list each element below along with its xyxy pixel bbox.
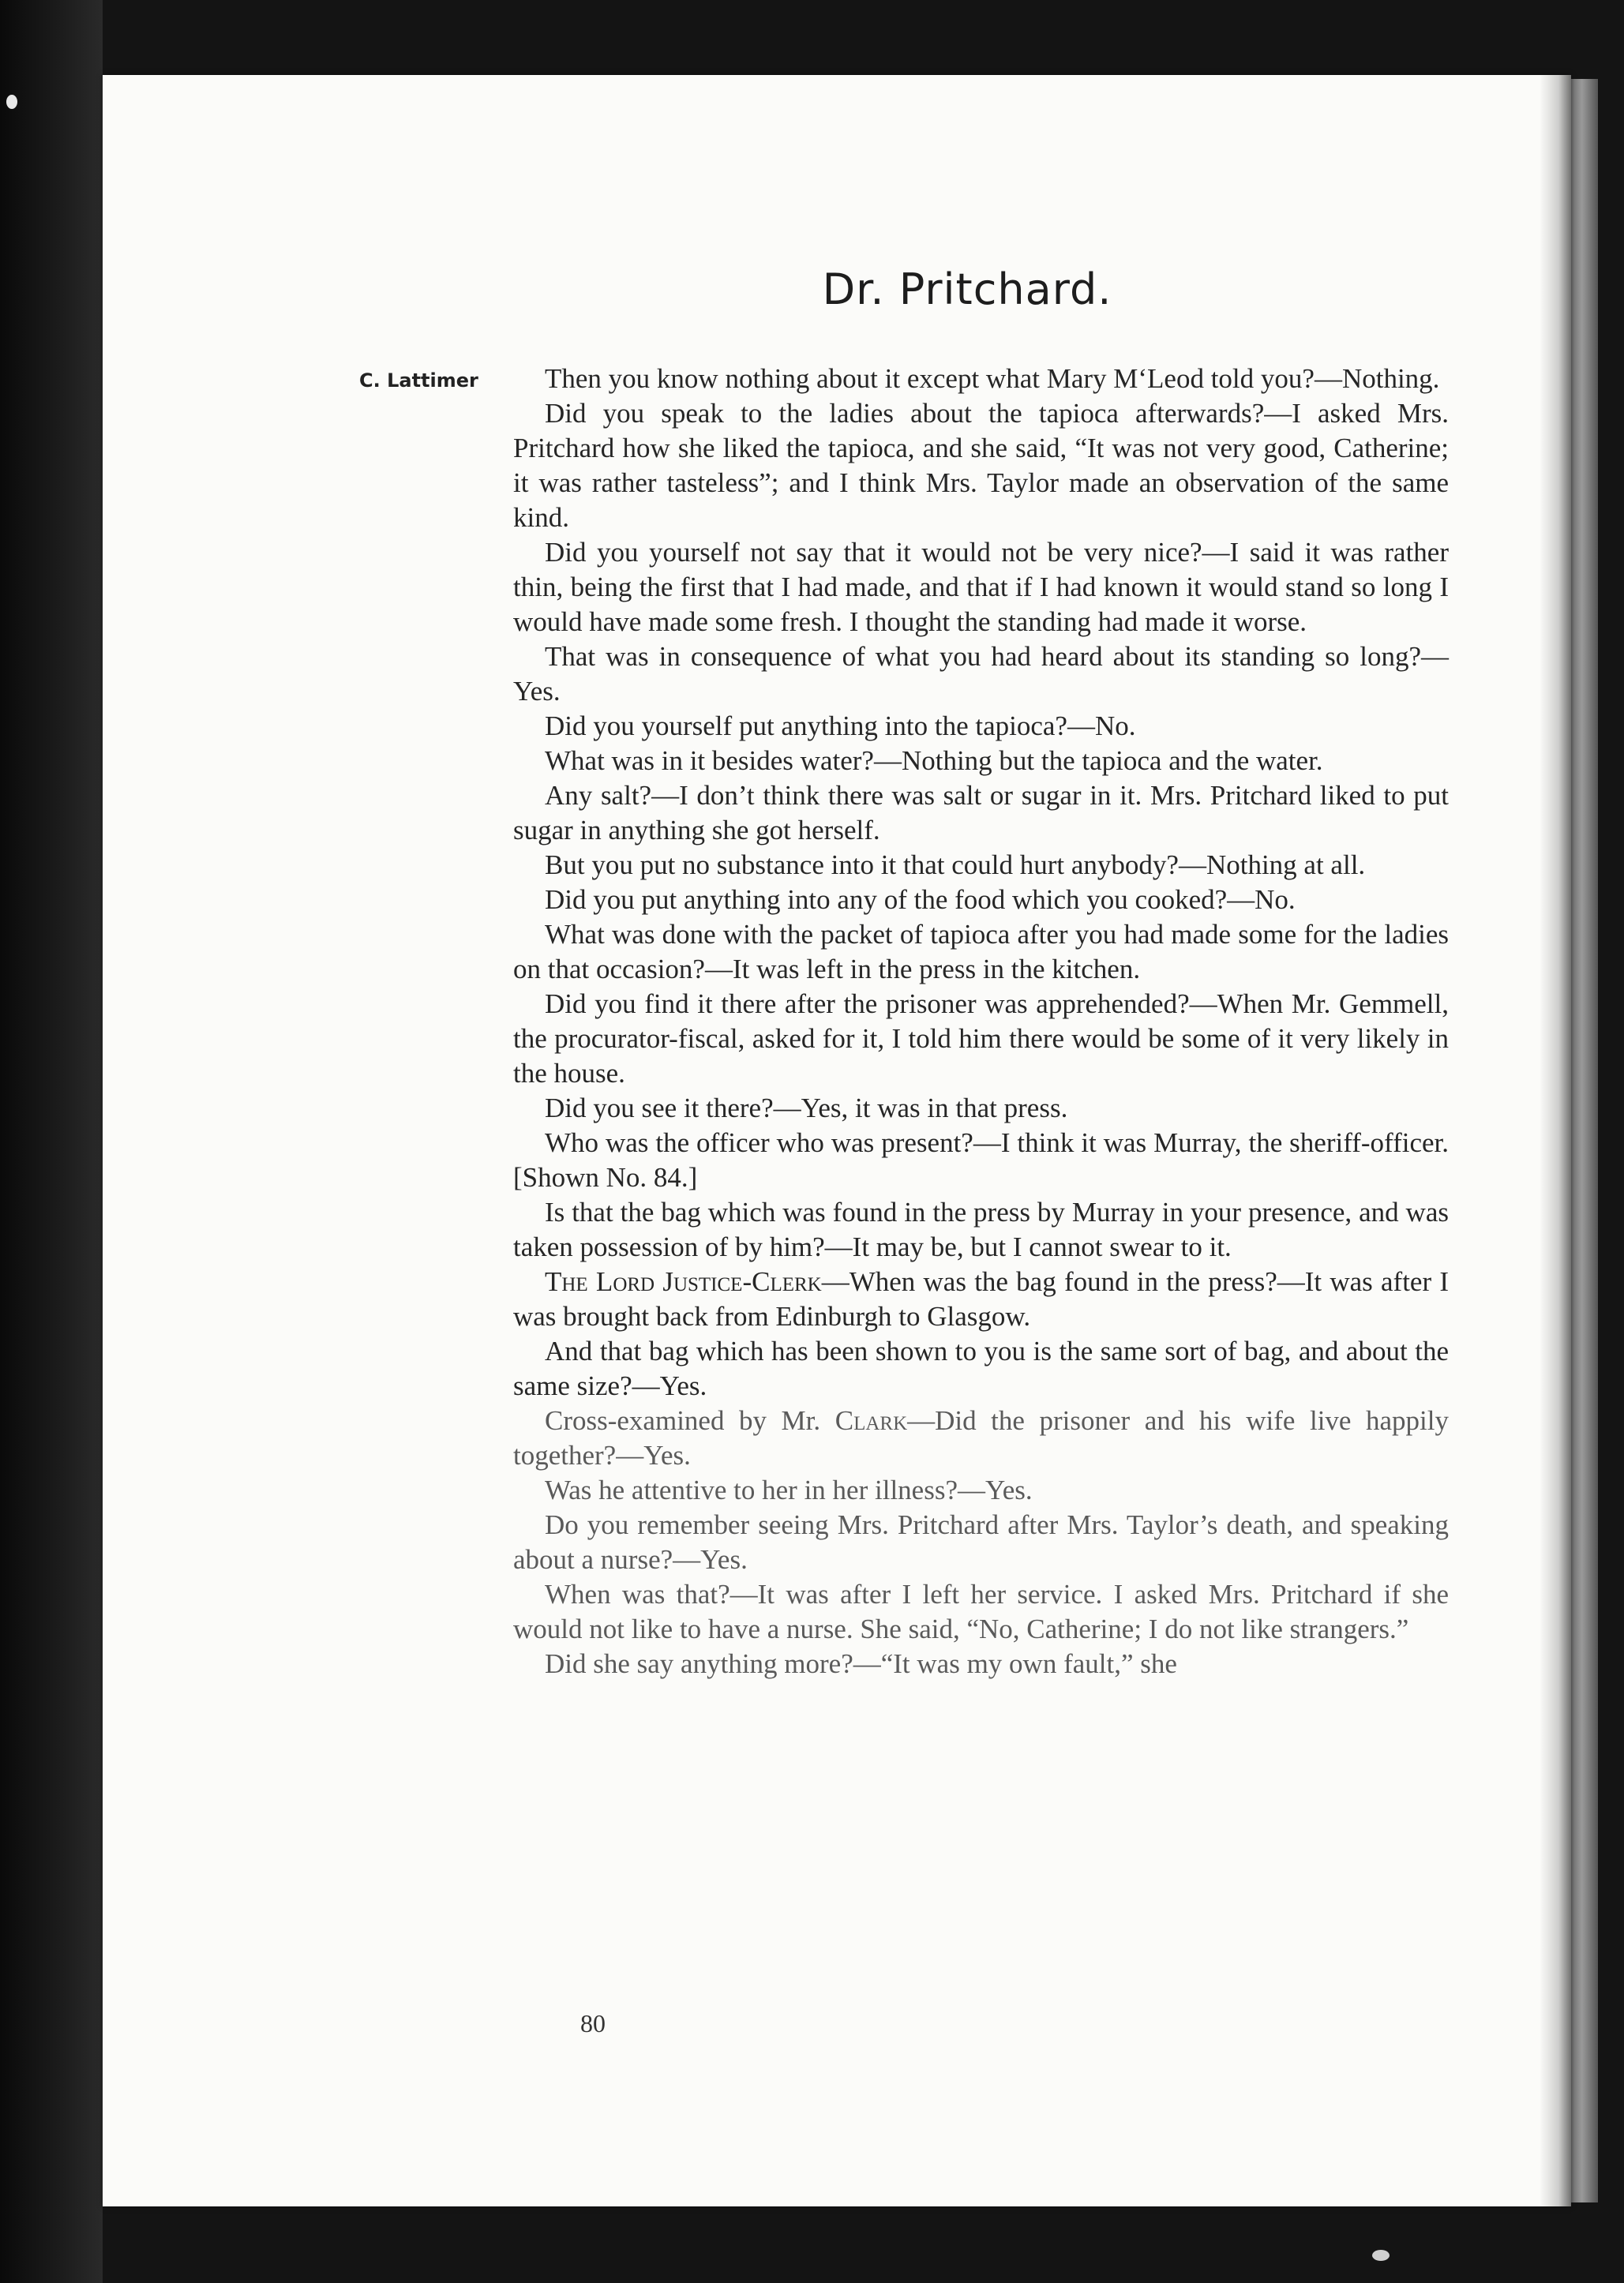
paragraph: Did you yourself put anything into the tapioca?—No. (545, 710, 1136, 741)
paragraph: And that bag which has been shown to you is the same sort of bag, and about the same size?—Yes. (513, 1336, 1449, 1401)
speaker-text: —When was the bag found in the press?—It was after I was brought back from Edinburgh to Glasgow. (513, 1266, 1450, 1332)
scan-background-left (0, 0, 103, 2283)
paragraph: Who was the officer who was present?—I think it was Murray, the sheriff-officer. [Shown No. 84.] (513, 1127, 1449, 1193)
paragraph: What was in it besides water?—Nothing but the tapioca and the water. (545, 745, 1323, 776)
paragraph: Any salt?—I don’t think there was salt or sugar in it. Mrs. Pritchard liked to put sugar in anything she got herself. (513, 780, 1449, 845)
scan-dust (6, 95, 17, 109)
paragraph: Did you speak to the ladies about the tapioca afterwards?—I asked Mrs. Pritchard how she liked the tapioca, and she said, “It was not very good, Catherine; it was rather tasteless”; and I think Mrs. Taylor made an observation of the same kind. (513, 398, 1449, 533)
paragraph: Then you know nothing about it except what Mary M‘Leod told you?—Nothing. (545, 363, 1440, 394)
cross-exam-lead: Cross-examined by Mr. (545, 1405, 835, 1436)
paragraph: Did she say anything more?—“It was my own fault,” she (545, 1648, 1177, 1679)
paragraph: When was that?—It was after I left her service. I asked Mrs. Pritchard if she would not like to have a nurse. She said, “No, Catherine; I do not like strangers.” (513, 1579, 1449, 1644)
speaker-name: The Lord Justice-Clerk (545, 1266, 822, 1297)
paragraph: Did you see it there?—Yes, it was in that press. (545, 1093, 1068, 1123)
paragraph-speaker (513, 1265, 1449, 1334)
paragraph: Is that the bag which was found in the press by Murray in your presence, and was taken possession of by him?—It may be, but I cannot swear to it. (513, 1197, 1449, 1262)
page-stack-edge (1571, 79, 1598, 2202)
paragraph: Did you put anything into any of the food which you cooked?—No. (545, 884, 1296, 915)
paragraph: Did you yourself not say that it would not be very nice?—I said it was rather thin, being the first that I had made, and that if I had known it would stand so long I would have made some fresh. I thought the standing had made it worse. (513, 537, 1449, 637)
paragraph: Do you remember seeing Mrs. Pritchard after Mrs. Taylor’s death, and speaking about a nurse?—Yes. (513, 1509, 1449, 1575)
scan-dust (1372, 2250, 1390, 2261)
paragraph-cross-exam (513, 1404, 1449, 1473)
paragraph: Did you find it there after the prisoner was apprehended?—When Mr. Gemmell, the procurator-fiscal, asked for it, I told him there would be some of it very likely in the house. (513, 988, 1449, 1089)
paragraph: Was he attentive to her in her illness?—Yes. (545, 1475, 1033, 1505)
page-gutter-shadow (1540, 75, 1571, 2206)
running-head: Dr. Pritchard. (822, 264, 1112, 314)
cross-exam-text: —Did the prisoner and his wife live happily together?—Yes. (513, 1405, 1450, 1471)
paragraph: That was in consequence of what you had heard about its standing so long?—Yes. (513, 641, 1449, 707)
paragraph: What was done with the packet of tapioca after you had made some for the ladies on that occasion?—It was left in the press in the kitchen. (513, 919, 1449, 984)
paragraph: But you put no substance into it that could hurt anybody?—Nothing at all. (545, 849, 1366, 880)
page-number: 80 (580, 2009, 606, 2037)
testimony-text (513, 362, 1449, 1681)
marginal-note-witness: C. Lattimer (359, 369, 478, 392)
counsel-name: Clark (835, 1405, 908, 1436)
